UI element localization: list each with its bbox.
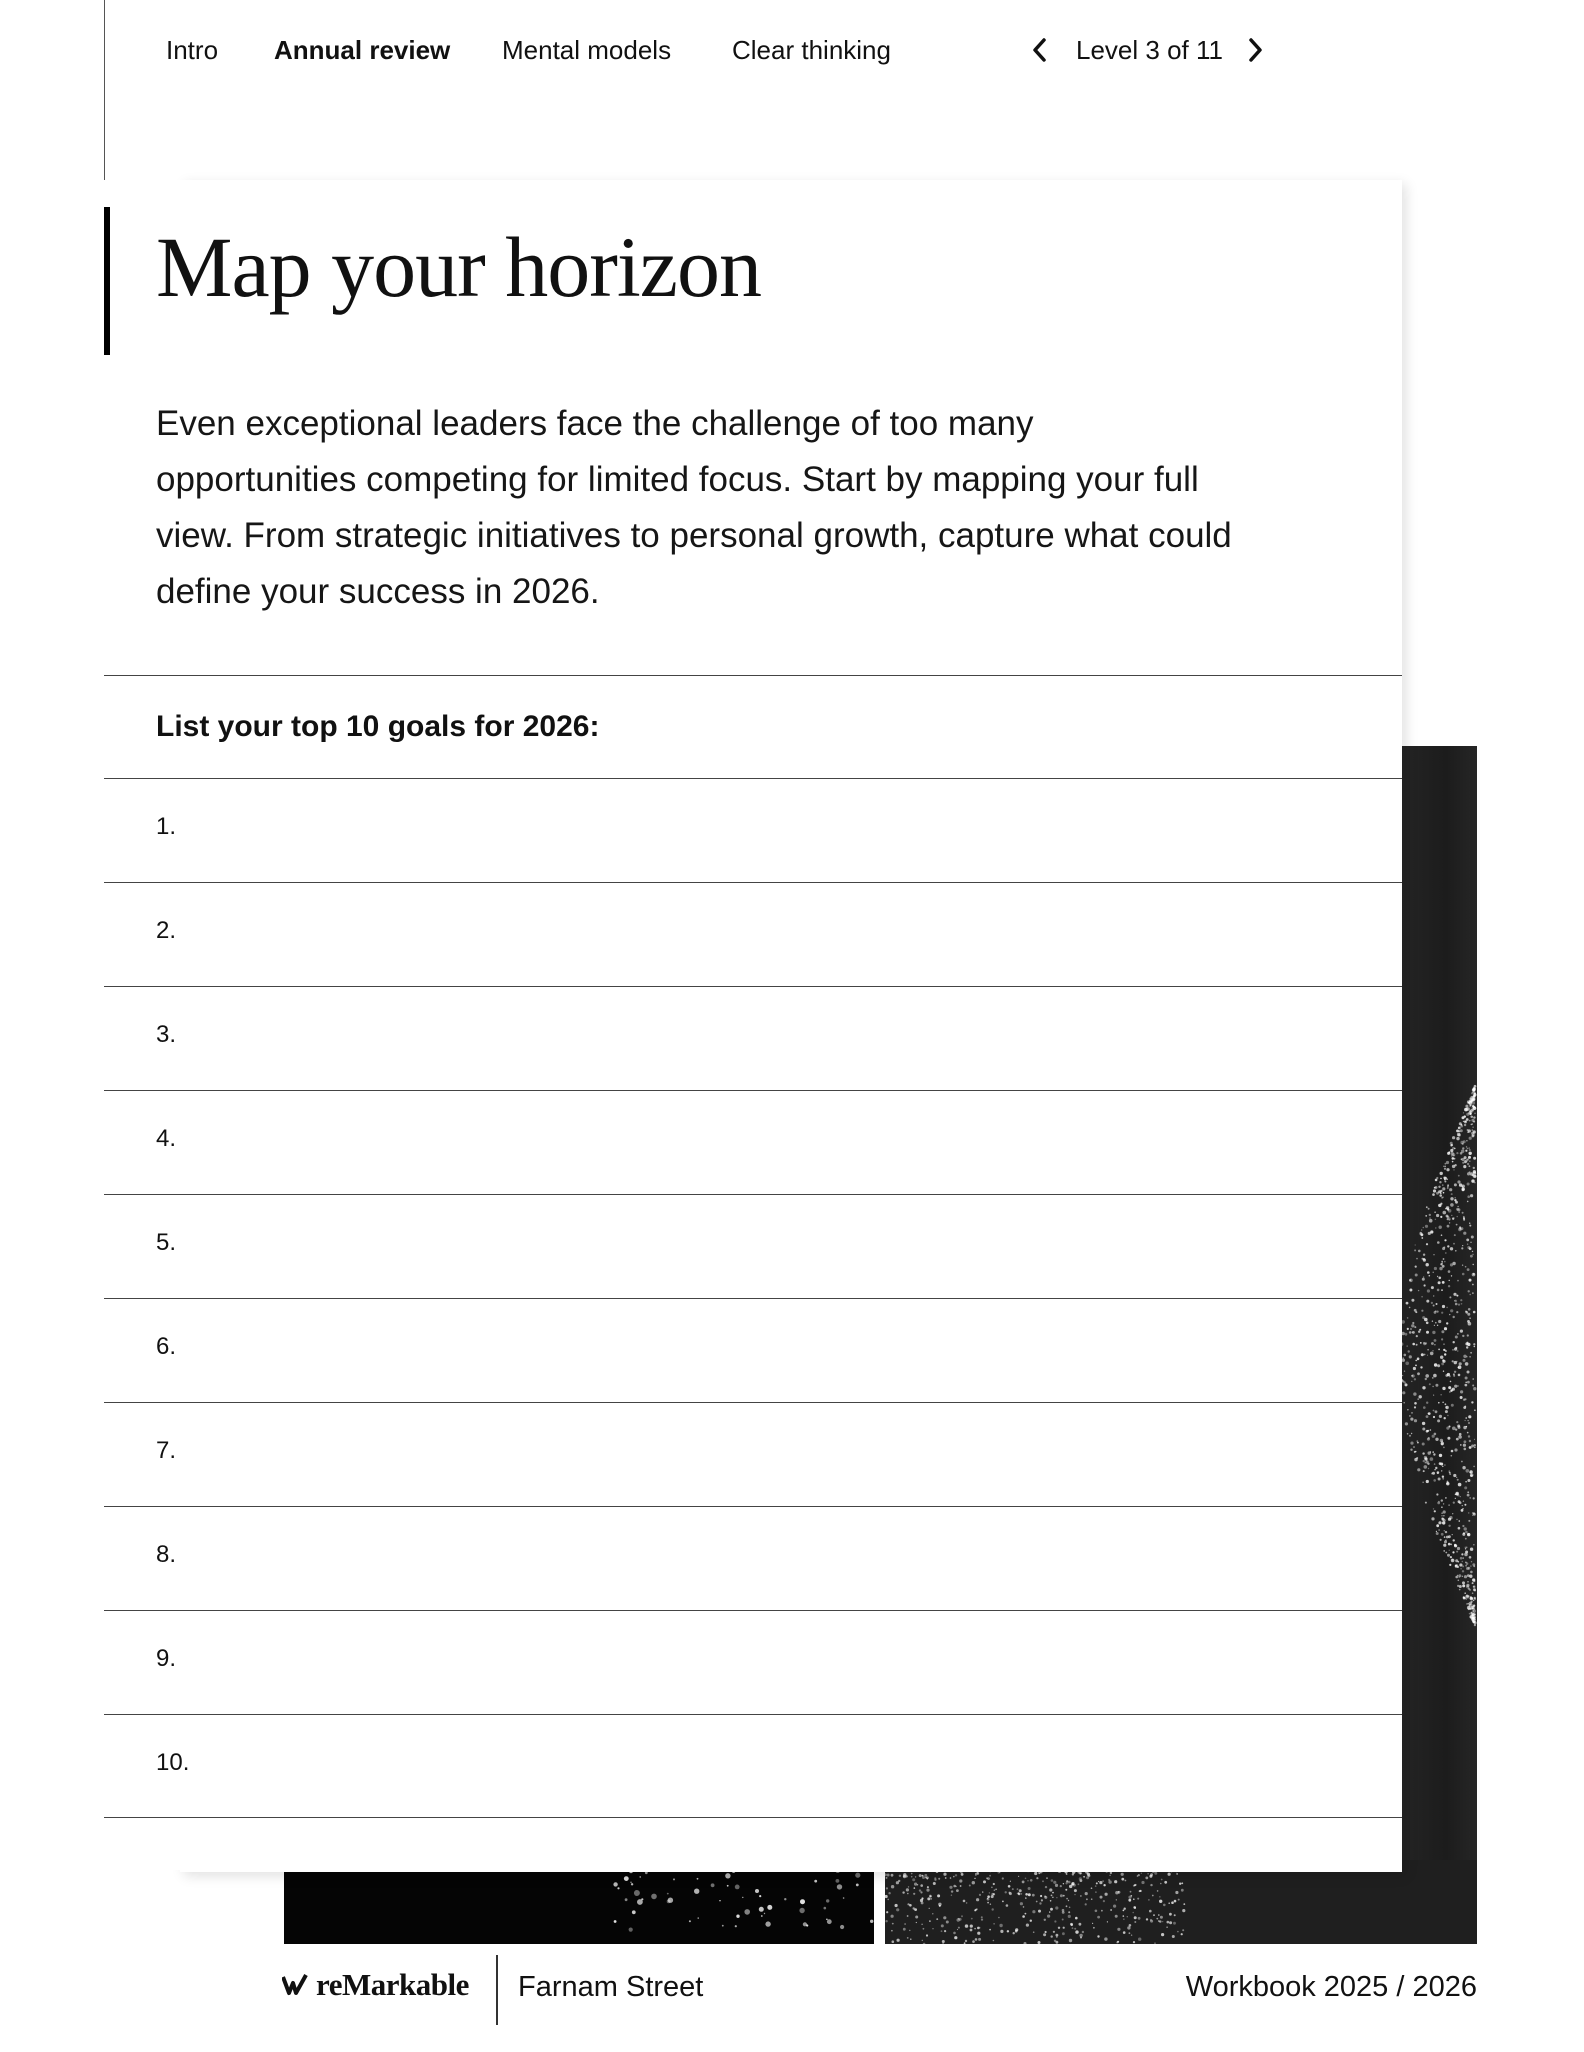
goal-row[interactable] (104, 1298, 1402, 1402)
goal-number: 10. (156, 1749, 190, 1776)
chevron-left-icon[interactable] (1030, 35, 1048, 65)
goal-row[interactable] (104, 1090, 1402, 1194)
remarkable-logo-icon (282, 1973, 308, 1997)
background-page-dark-right (1400, 746, 1477, 1944)
page-title: Map your horizon (156, 219, 761, 315)
brand-name: reMarkable (316, 1967, 469, 2002)
goal-number: 4. (156, 1125, 177, 1152)
intro-paragraph: Even exceptional leaders face the challenge of too many opportunities competing for limited focus. Start by mapping your full view. From strategic initiatives to personal growth, capture what could define your success in 2026. (156, 404, 1232, 611)
partner-name: Farnam Street (518, 1971, 704, 2003)
footer (0, 1955, 1584, 2025)
goal-row[interactable] (104, 1506, 1402, 1610)
goal-number: 3. (156, 1021, 177, 1048)
chevron-right-icon[interactable] (1247, 35, 1265, 65)
level-indicator: Level 3 of 11 (1076, 34, 1223, 65)
goal-number: 2. (156, 917, 177, 944)
tab-annual-review[interactable]: Annual review (274, 34, 451, 65)
background-page-dark-bottom-right (885, 1860, 1477, 1944)
footer-divider (496, 1955, 498, 2025)
workbook-label: Workbook 2025 / 2026 (1185, 1971, 1477, 2003)
particle-texture (284, 1860, 874, 1944)
goal-number: 7. (156, 1437, 177, 1464)
background-page-dark-bottom-left (284, 1860, 874, 1944)
goals-prompt: List your top 10 goals for 2026: (104, 675, 1402, 778)
tab-clear-thinking[interactable]: Clear thinking (732, 34, 891, 65)
goal-row[interactable] (104, 1714, 1402, 1818)
tab-intro[interactable]: Intro (166, 34, 219, 65)
particle-texture (885, 1860, 1477, 1944)
goal-row[interactable] (104, 1402, 1402, 1506)
goals-list (104, 675, 1402, 1818)
goal-number: 6. (156, 1333, 177, 1360)
goal-row[interactable] (104, 1194, 1402, 1298)
brand-logo (282, 1967, 469, 2003)
particle-texture (1400, 746, 1477, 1944)
goal-number: 1. (156, 813, 177, 840)
goal-row[interactable] (104, 882, 1402, 986)
title-accent-bar (104, 207, 110, 355)
goal-number: 8. (156, 1541, 177, 1568)
goal-number: 5. (156, 1229, 177, 1256)
tab-mental-models[interactable]: Mental models (502, 34, 672, 65)
goal-row[interactable] (104, 1610, 1402, 1714)
goal-number: 9. (156, 1645, 177, 1672)
goal-row[interactable] (104, 986, 1402, 1090)
level-navigation (1030, 30, 1265, 70)
goal-row[interactable] (104, 778, 1402, 882)
